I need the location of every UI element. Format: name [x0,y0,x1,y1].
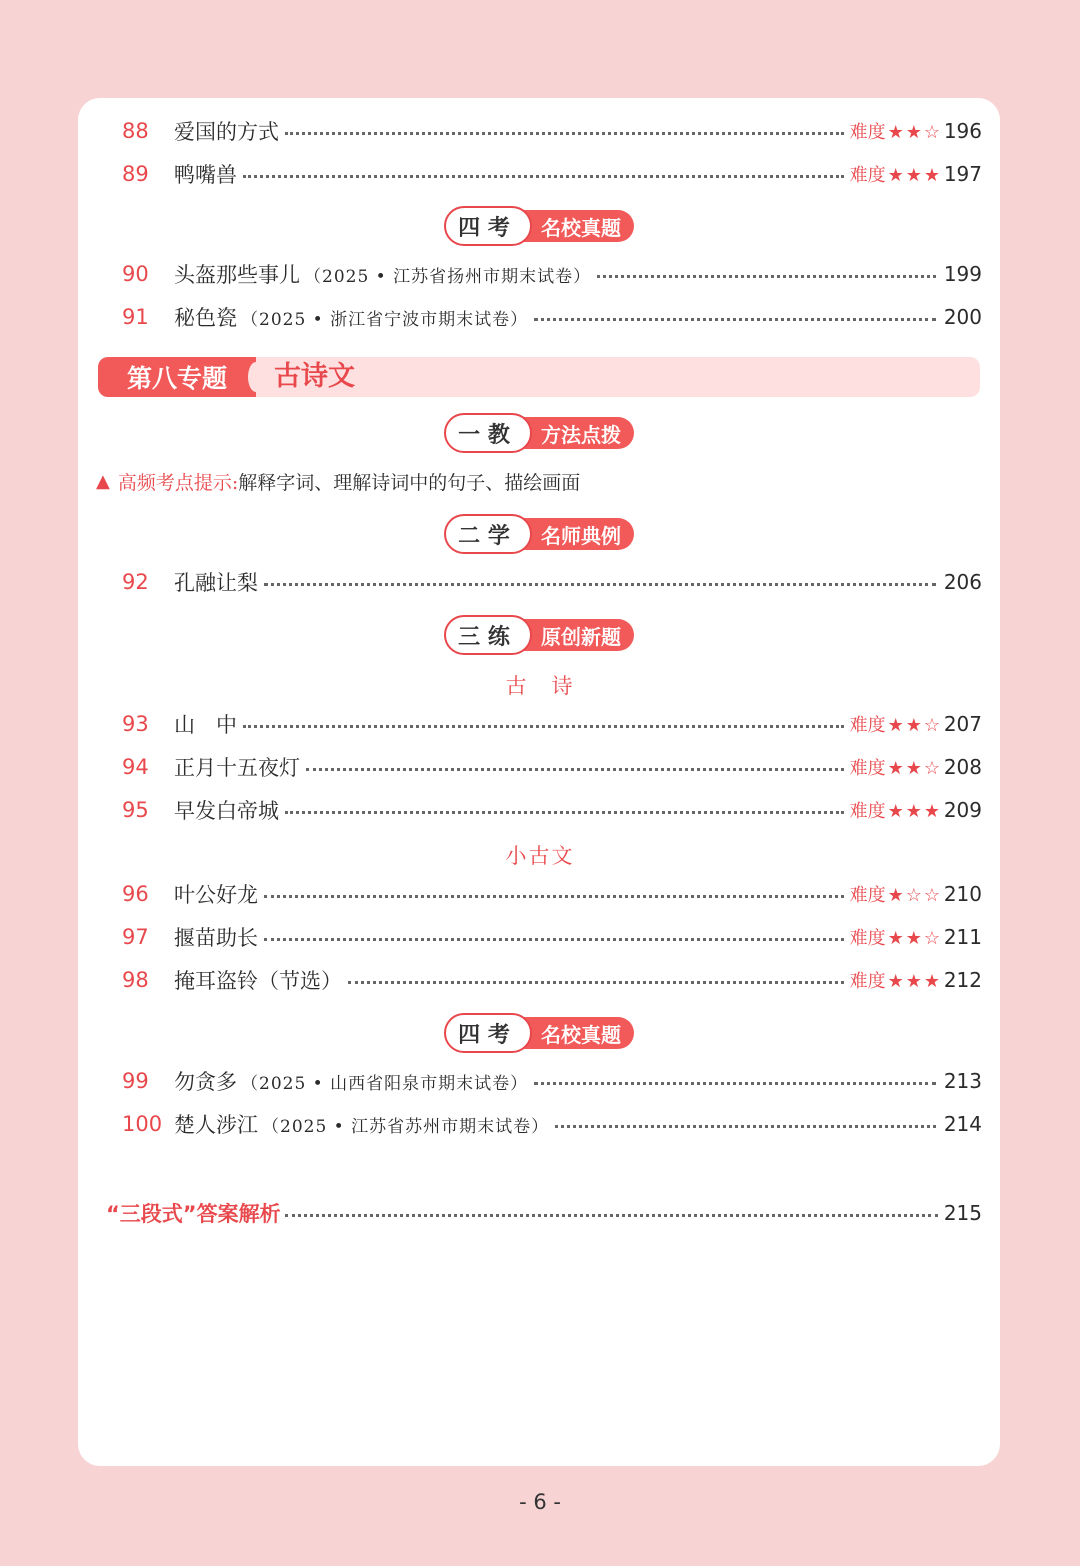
toc-entry[interactable] [122,793,982,827]
entry-page: 208 [943,755,982,779]
entry-page: 212 [943,968,982,992]
dot-leader [264,938,844,941]
entry-page: 211 [943,925,982,949]
difficulty-label: 难度 [849,758,886,779]
difficulty-stars: ★★☆ [887,758,942,779]
subhead-prose: 小古文 [505,844,575,868]
toc-entry[interactable] [122,565,982,599]
badge-right: 原创新题 [510,619,634,651]
entry-title: 早发白帝城 [174,799,279,823]
entry-title-text: 秘色瓷 [174,306,237,330]
entry-title-text: 楚人涉江 [174,1113,258,1137]
entry-page: 210 [943,882,982,906]
dot-leader [285,1214,938,1217]
badge-learn [444,514,634,556]
entry-title: 正月十五夜灯 [174,756,300,780]
entry-page: 214 [943,1112,982,1136]
toc-entry[interactable] [122,1107,982,1141]
entry-source: （2025 • 江苏省苏州市期末试卷） [262,1117,550,1137]
section-title: 古诗文 [274,361,355,392]
toc-entry[interactable] [122,257,982,291]
dot-leader [285,132,844,135]
difficulty [850,754,942,780]
difficulty-label: 难度 [849,715,886,736]
answer-title: “三段式”答案解析 [106,1202,281,1226]
entry-number: 94 [122,755,149,779]
badge-left: 三 练 [444,615,532,655]
difficulty [850,881,942,907]
entry-title: 爱国的方式 [174,120,279,144]
toc-entry[interactable] [122,963,982,997]
toc-entry[interactable] [122,920,982,954]
toc-entry[interactable] [122,1064,982,1098]
badge-left: 四 考 [444,1013,532,1053]
difficulty-stars: ★★☆ [887,122,942,143]
dot-leader [285,811,844,814]
toc-entry[interactable] [122,707,982,741]
entry-title-text: 头盔那些事儿 [174,263,300,287]
entry-number: 89 [122,162,149,186]
entry-number: 88 [122,119,149,143]
entry-title [174,302,528,332]
difficulty-label: 难度 [849,122,886,143]
entry-number: 100 [122,1112,163,1136]
difficulty [850,924,942,950]
entry-page: 197 [943,162,982,186]
dot-leader [534,1082,936,1085]
tip-label: 高频考点提示: [117,471,239,494]
section-tag: 第八专题 [98,357,256,397]
entry-title: 孔融让梨 [174,571,258,595]
entry-title: 山 中 [174,713,237,737]
difficulty-stars: ★★☆ [887,928,942,949]
entry-title: 揠苗助长 [174,926,258,950]
entry-page: 200 [943,305,982,329]
entry-number: 96 [122,882,149,906]
entry-title [174,1109,549,1139]
difficulty-label: 难度 [849,801,886,822]
badge-practice [444,615,634,657]
entry-title [174,1066,528,1096]
entry-title: 叶公好龙 [174,883,258,907]
difficulty [850,118,942,144]
entry-page: 215 [943,1201,982,1225]
dot-leader [348,981,844,984]
difficulty-stars: ★★★ [887,971,942,992]
difficulty-stars: ★☆☆ [887,885,942,906]
badge-right: 方法点拨 [510,417,634,449]
difficulty [850,797,942,823]
difficulty-label: 难度 [849,885,886,906]
subhead-poem: 古 诗 [505,674,575,698]
difficulty [850,161,942,187]
page-number: - 6 - [519,1490,561,1514]
entry-number: 98 [122,968,149,992]
section-notch [248,362,264,392]
entry-page: 209 [943,798,982,822]
entry-title-text: 勿贪多 [174,1070,237,1094]
entry-page: 206 [943,570,982,594]
flame-icon: ▲ [96,470,110,492]
entry-page: 199 [943,262,982,286]
difficulty-stars: ★★☆ [887,715,942,736]
dot-leader [264,895,844,898]
entry-number: 93 [122,712,149,736]
badge-right: 名师典例 [510,518,634,550]
entry-number: 95 [122,798,149,822]
dot-leader [555,1125,936,1128]
entry-number: 91 [122,305,149,329]
difficulty [850,711,942,737]
toc-entry[interactable] [122,750,982,784]
toc-entry[interactable] [122,300,982,334]
difficulty-label: 难度 [849,928,886,949]
dot-leader [243,175,844,178]
toc-entry[interactable] [122,877,982,911]
tip-text: 解释字词、理解诗词中的句子、描绘画面 [238,471,581,494]
entry-title: 鸭嘴兽 [174,163,237,187]
dot-leader [534,318,936,321]
answer-key-entry[interactable] [106,1196,982,1230]
entry-page: 207 [943,712,982,736]
badge-left: 二 学 [444,514,532,554]
difficulty-stars: ★★★ [887,165,942,186]
badge-teach [444,413,634,455]
toc-entry[interactable] [122,157,982,191]
badge-right: 名校真题 [510,210,634,242]
dot-leader [306,768,844,771]
entry-title: 掩耳盗铃（节选） [174,969,342,993]
toc-entry[interactable] [122,114,982,148]
entry-title [174,259,591,289]
dot-leader [264,583,936,586]
difficulty-label: 难度 [849,971,886,992]
entry-page: 213 [943,1069,982,1093]
dot-leader [243,725,844,728]
entry-page: 196 [943,119,982,143]
difficulty [850,967,942,993]
entry-source: （2025 • 江苏省扬州市期末试卷） [304,267,592,287]
badge-exam [444,206,634,248]
entry-number: 97 [122,925,149,949]
badge-exam [444,1013,634,1055]
entry-number: 90 [122,262,149,286]
difficulty-stars: ★★★ [887,801,942,822]
entry-source: （2025 • 浙江省宁波市期末试卷） [241,310,529,330]
tip-line [96,466,580,496]
entry-number: 99 [122,1069,149,1093]
badge-right: 名校真题 [510,1017,634,1049]
dot-leader [597,275,936,278]
badge-left: 四 考 [444,206,532,246]
entry-number: 92 [122,570,149,594]
badge-left: 一 教 [444,413,532,453]
difficulty-label: 难度 [849,165,886,186]
entry-source: （2025 • 山西省阳泉市期末试卷） [241,1074,529,1094]
